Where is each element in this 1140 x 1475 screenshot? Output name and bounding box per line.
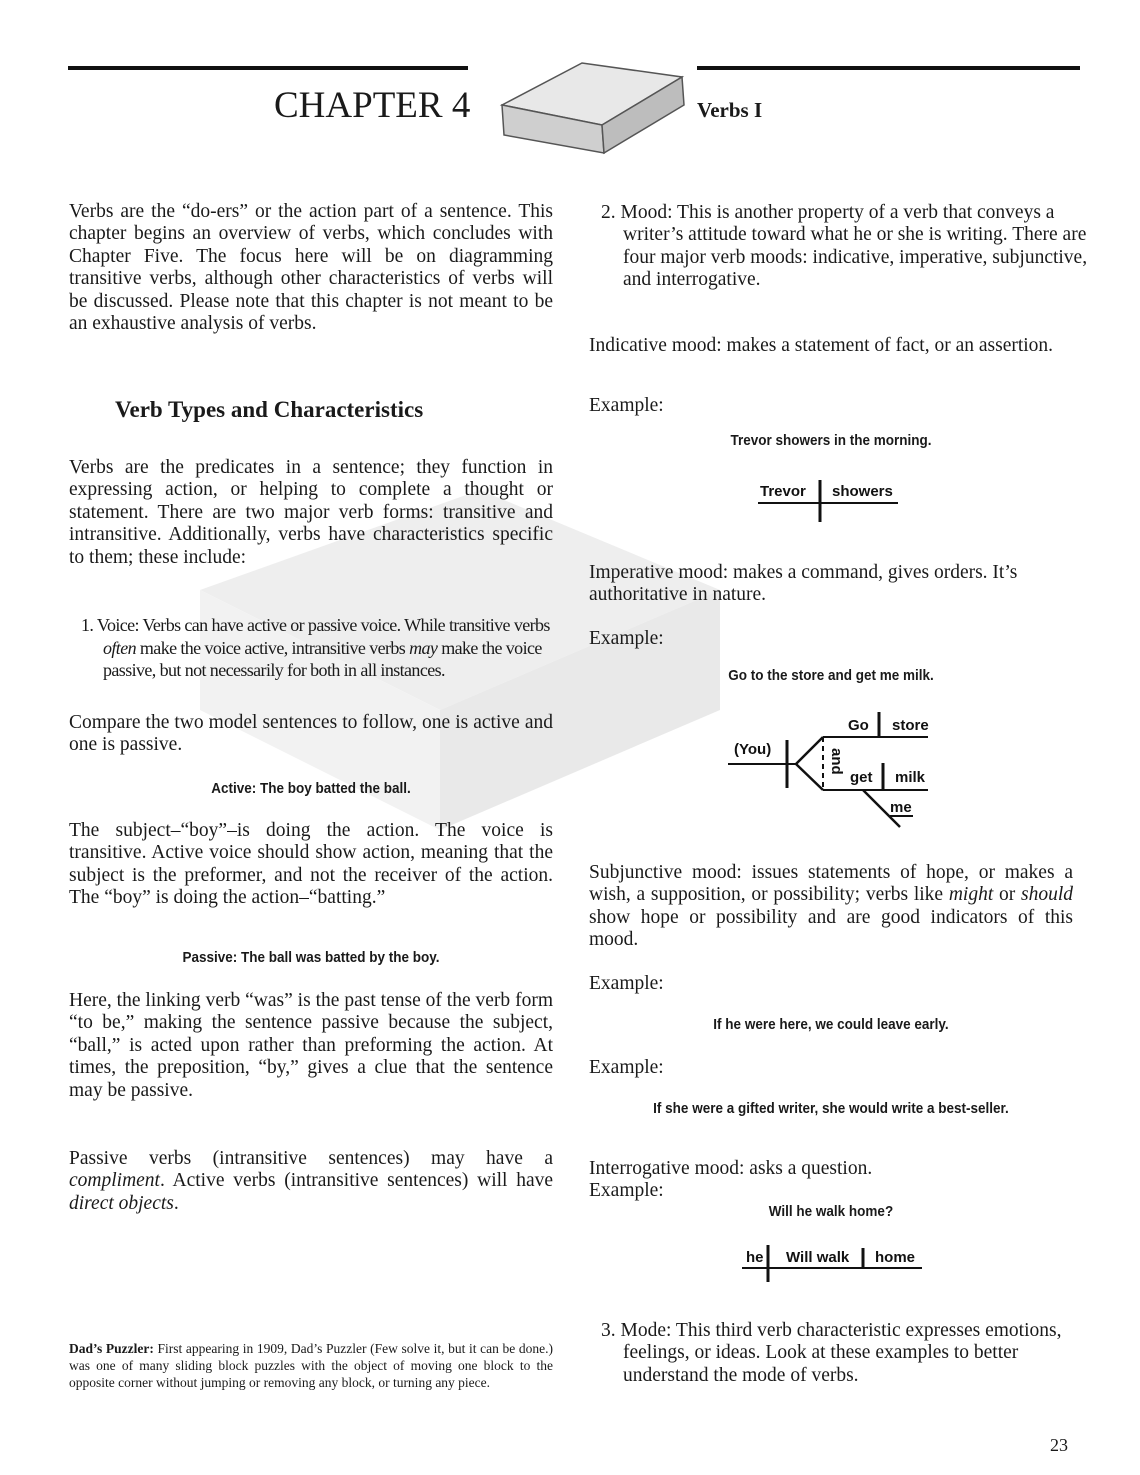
text: Subjunctive mood: issues statements of hope, or makes a wish, a supposition, or possibility; verbs like [589,862,1073,906]
diagram-go-store [720,700,970,830]
header-rule-right [697,66,1080,70]
chapter-label: CHAPTER 4 [274,85,471,126]
imperative-paragraph: Imperative mood: makes a command, gives orders. It’s authoritative in nature. [589,562,1018,606]
diagram-verb: Go [848,717,869,734]
active-example: Active: The boy batted the ball. [211,780,411,797]
diagram-verb: showers [832,483,893,500]
example-label: Example: [589,395,664,416]
diagram-verb: Will walk [786,1249,850,1266]
subject-paragraph: The subject–“boy”–is doing the action. The voice is transitive. Active voice should show action, meaning that the subject is the preformer, and not the receiver of the action. The “boy” is doing the action–“batting.” [69,820,553,909]
example-label: Example: [589,973,664,994]
indicative-paragraph: Indicative mood: makes a statement of fact, or an assertion. [589,335,1054,356]
diagram-conjunction: and [828,748,845,775]
diagram-indirect-object: me [890,799,912,816]
diagram-subject: Trevor [760,483,806,500]
emphasis: direct objects [69,1192,174,1214]
diagram-trevor [750,476,910,526]
text: or [993,884,1021,906]
text: . [173,1192,179,1214]
voice-list-item [69,614,573,682]
text: show hope or possibility and are good indicators of this mood. [589,906,1073,951]
example-label: Example: [589,628,664,649]
linking-verb-paragraph: Here, the linking verb “was” is the past tense of the verb form “to be,” making the sentence passive because the subject, “ball,” is acted upon rather than preforming the action. At times, the preposition, “by,” gives a clue that the sentence may be passive. [69,990,553,1101]
emphasis: might [948,884,994,906]
mode-list-item: 3. Mode: This third verb characteristic expresses emotions, feelings, or ideas. Look at these examples to better understand the mode of verbs. [601,1320,1062,1386]
diagram-subject: (You) [734,741,772,758]
interrogative-example: Will he walk home? [768,1203,894,1220]
text: 1. Voice: Verbs can have active or passive voice. While transitive verbs [81,615,550,635]
example-label: Example: [589,1057,664,1078]
compare-paragraph: Compare the two model sentences to follow, one is active and one is passive. [69,712,553,756]
interrogative-paragraph: Interrogative mood: asks a question. [589,1158,873,1179]
intro-paragraph: Verbs are the “do-ers” or the action part of a sentence. This chapter begins an overview of verbs, which concludes with Chapter Five. The focus here will be on diagramming transitive verbs, although other characteristics of verbs will be discussed. Please note that this chapter is not meant to be an exhaustive analysis of verbs. [69,201,553,335]
section-heading: Verb Types and Characteristics [115,397,424,422]
emphasis: compliment [69,1170,160,1192]
emphasis: should [1020,884,1073,906]
text: make the voice active, intransitive verbs [136,637,410,658]
mood-list-item: 2. Mood: This is another property of a verb that conveys a writer’s attitude toward what he or she is writing. There are four major verb moods: indicative, imperative, subjunctive, and interrogative. [601,202,1088,291]
text: make the voice passive, but not necessarily for both in all instances. [103,637,542,680]
imperative-example: Go to the store and get me milk. [728,667,934,684]
diagram-will-walk [738,1242,928,1284]
footnote [69,1340,553,1391]
diagram-object: milk [895,769,926,786]
diagram-subject: he [746,1249,764,1266]
subjunctive-example-1: If he were here, we could leave early. [713,1016,949,1033]
diagram-object: store [892,717,929,734]
footnote-label: Dad’s Puzzler: [69,1341,154,1356]
eraser-illustration-icon [492,45,692,155]
text: . Active verbs (intransitive sentences) will have [159,1170,553,1192]
emphasis: often [103,637,136,658]
header-rule-left [68,66,468,70]
subjunctive-paragraph [589,862,1073,952]
diagram-verb: get [850,769,873,786]
diagram-object: home [875,1249,916,1266]
predicates-paragraph: Verbs are the predicates in a sentence; they function in expressing action, or helping to complete a thought or statement. There are two major verb forms: transitive and intransitive. Additionally, verbs have characteristics specific to them; these include: [69,457,553,568]
passive-example: Passive: The ball was batted by the boy. [182,949,440,966]
page-number: 23 [1050,1435,1068,1455]
subjunctive-example-2: If she were a gifted writer, she would write a best-seller. [653,1100,1009,1117]
chapter-title: Verbs I [697,98,763,122]
passive-verbs-paragraph [69,1148,553,1215]
indicative-example: Trevor showers in the morning. [730,432,932,449]
footnote-text: First appearing in 1909, Dad’s Puzzler (Few solve it, but it can be done.) was one of many sliding block puzzles with the object of moving one block to the opposite corner without jumping or removing any block, or turning any piece. [69,1341,553,1390]
emphasis: may [409,637,438,658]
text: Passive verbs (intransitive sentences) may have a [69,1148,553,1169]
example-label: Example: [589,1180,664,1201]
